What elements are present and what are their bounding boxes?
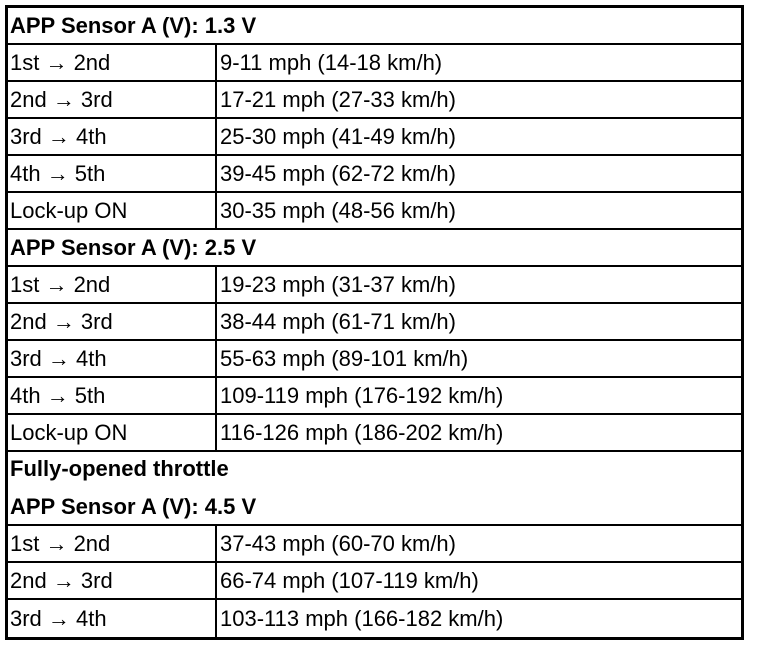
section-header-line: APP Sensor A (V): 4.5 V (10, 494, 257, 519)
table-row (8, 119, 741, 156)
shift-speed-cell: 38-44 mph (61-71 km/h) (220, 308, 456, 334)
shift-speed-cell: 9-11 mph (14-18 km/h) (220, 49, 443, 75)
section-header-line: APP Sensor A (V): 2.5 V (10, 234, 257, 260)
section-header (8, 230, 741, 267)
shift-speed-cell: 116-126 mph (186-202 km/h) (220, 419, 504, 445)
shift-speed-cell: 19-23 mph (31-37 km/h) (220, 271, 456, 297)
gear-shift-cell: Lock-up ON (8, 415, 217, 450)
gear-shift-cell: 3rd → 4th (8, 341, 217, 376)
gear-shift-cell: 3rd → 4th (8, 600, 217, 637)
shift-speed-cell: 25-30 mph (41-49 km/h) (220, 123, 456, 149)
shift-speed-cell: 103-113 mph (166-182 km/h) (220, 605, 504, 631)
shift-speed-cell: 17-21 mph (27-33 km/h) (220, 86, 456, 112)
table-row (8, 193, 741, 230)
shift-speed-cell: 39-45 mph (62-72 km/h) (220, 160, 456, 186)
shift-speed-cell: 109-119 mph (176-192 km/h) (220, 382, 504, 408)
shift-speed-cell: 37-43 mph (60-70 km/h) (220, 530, 456, 556)
table-row (8, 378, 741, 415)
shift-speed-cell: 66-74 mph (107-119 km/h) (220, 567, 479, 593)
shift-speed-table (5, 5, 744, 640)
section-header (8, 452, 741, 526)
table-row (8, 563, 741, 600)
gear-shift-cell: 2nd → 3rd (8, 563, 217, 598)
section-header-line: APP Sensor A (V): 1.3 V (10, 12, 257, 38)
table-row (8, 45, 741, 82)
table-row (8, 82, 741, 119)
gear-shift-cell: 1st → 2nd (8, 45, 217, 80)
table-row (8, 526, 741, 563)
table-row (8, 304, 741, 341)
section-header-line: Fully-opened throttle (10, 456, 229, 481)
table-row (8, 156, 741, 193)
gear-shift-cell: 1st → 2nd (8, 267, 217, 302)
gear-shift-cell: 2nd → 3rd (8, 304, 217, 339)
gear-shift-cell: 3rd → 4th (8, 119, 217, 154)
table-row (8, 415, 741, 452)
shift-speed-cell: 30-35 mph (48-56 km/h) (220, 197, 456, 223)
gear-shift-cell: 4th → 5th (8, 378, 217, 413)
gear-shift-cell: 1st → 2nd (8, 526, 217, 561)
gear-shift-cell: 4th → 5th (8, 156, 217, 191)
table-row (8, 267, 741, 304)
table-row (8, 600, 741, 637)
gear-shift-cell: 2nd → 3rd (8, 82, 217, 117)
section-header (8, 8, 741, 45)
shift-speed-cell: 55-63 mph (89-101 km/h) (220, 345, 469, 371)
gear-shift-cell: Lock-up ON (8, 193, 217, 228)
table-row (8, 341, 741, 378)
